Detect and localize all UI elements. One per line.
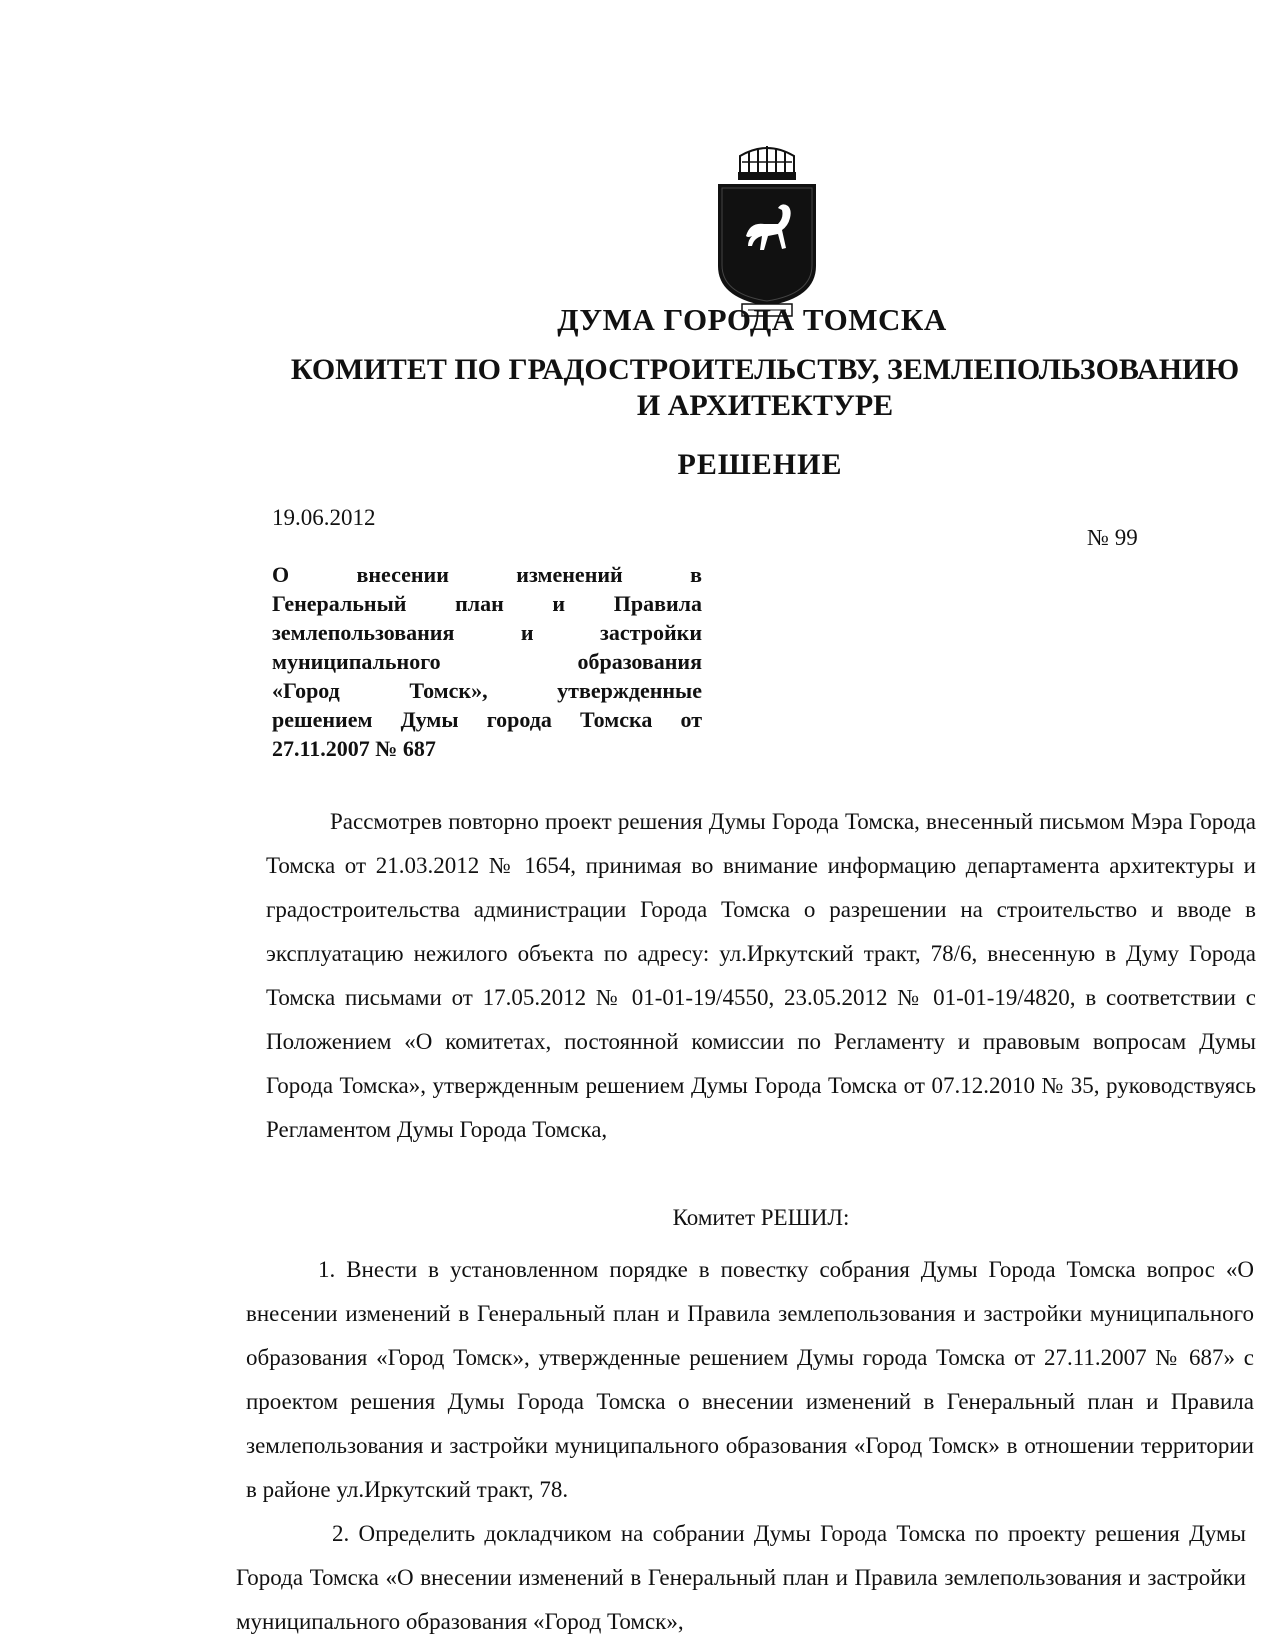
- document-number: № 99: [1087, 525, 1138, 550]
- committee-title-line-2: И АРХИТЕКТУРЕ: [636, 389, 894, 422]
- subject-line: 27.11.2007 № 687: [272, 736, 436, 761]
- subject-line: муниципального образования: [272, 649, 702, 674]
- preamble-paragraph: Рассмотрев повторно проект решения Думы Города Томска, внесенный письмом Мэра Города Томска от 21.03.2012 № 1654, принимая во внимание информацию департамента архитектуры и градостроительства администрации Города Томска о разрешении на строительство и вводе в эксплуатацию нежилого объекта по адресу: ул.Иркутский тракт, 78/6, внесенную в Думу Города Томска письмами от 17.05.2012 № 01-01-19/4550, 23.05.2012 № 01-01-19/4820, в соответствии с Положением «О комитетах, постоянной комиссии по Регламенту и правовым вопросам Думы Города Томска», утвержденным решением Думы Города Томска от 07.12.2010 № 35, руководствуясь Регламентом Думы Города Томска,: [266, 809, 1256, 1142]
- decision-item-1: 1. Внести в установленном порядке в повестку собрания Думы Города Томска вопрос «О внесении изменений в Генеральный план и Правила землепользования и застройки муниципального образования «Город Томск», утвержденные решением Думы города Томска от 27.11.2007 № 687» с проектом решения Думы Города Томска о внесении изменений в Генеральный план и Правила землепользования и застройки муниципального образования «Город Томск» в отношении территории в районе ул.Иркутский тракт, 78.: [246, 1257, 1254, 1502]
- committee-title-line-1: КОМИТЕТ ПО ГРАДОСТРОИТЕЛЬСТВУ, ЗЕМЛЕПОЛЬЗОВАНИЮ: [290, 353, 1240, 386]
- committee-title: [270, 352, 1260, 424]
- subject-line: Генеральный план и Правила: [272, 591, 702, 616]
- document-type-title: РЕШЕНИЕ: [677, 448, 843, 481]
- subject-line: землепользования и застройки: [272, 620, 702, 645]
- organization-title: ДУМА ГОРОДА ТОМСКА: [557, 302, 947, 337]
- subject-line: решением Думы города Томска от: [272, 707, 702, 732]
- subject-line: «Город Томск», утвержденные: [272, 678, 702, 703]
- resolved-line: Комитет РЕШИЛ:: [672, 1205, 850, 1230]
- document-date: 19.06.2012: [272, 505, 376, 530]
- decision-item-2: 2. Определить докладчиком на собрании Думы Города Томска по проекту решения Думы Города Томска «О внесении изменений в Генеральный план и Правила землепользования и застройки муниципального образования «Город Томск»,: [236, 1521, 1246, 1634]
- document-subject: [272, 560, 702, 763]
- tomsk-coat-of-arms-icon: [712, 138, 822, 320]
- subject-line: О внесении изменений в: [272, 562, 702, 587]
- crown-icon: [738, 146, 796, 180]
